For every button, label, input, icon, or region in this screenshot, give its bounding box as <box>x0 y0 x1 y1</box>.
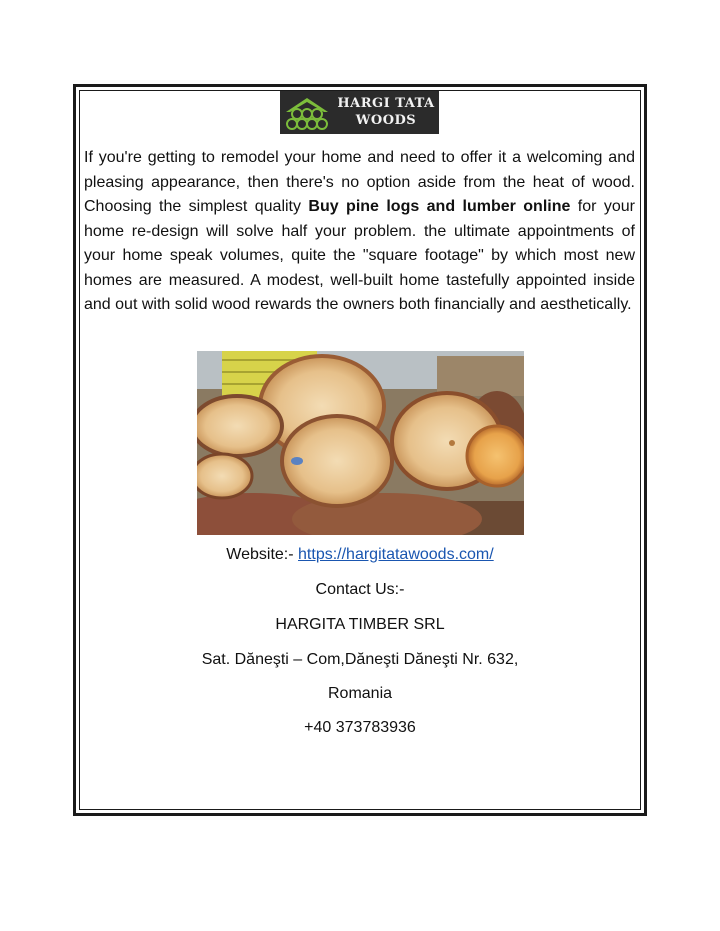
log-stack-icon <box>282 94 332 131</box>
body-bold-phrase: Buy pine logs and lumber online <box>308 198 571 215</box>
website-line <box>80 546 640 564</box>
website-label: Website:- <box>226 546 294 563</box>
company-address: Sat. Dăneşti – Com,Dăneşti Dăneşti Nr. 632, <box>201 651 519 668</box>
company-country: Romania <box>327 685 393 702</box>
company-phone: +40 373783936 <box>304 719 416 736</box>
website-link[interactable]: https://hargitatawoods.com/ <box>298 546 494 563</box>
contact-label: Contact Us:- <box>315 581 405 598</box>
company-logo <box>280 91 439 134</box>
body-paragraph <box>84 146 635 318</box>
body-text-intro: If you're getting to remodel your home and need to offer it a welcoming and pleasing appearance, then there's no option aside from the heat of wood. Choosing the simplest quality <box>84 149 635 215</box>
body-text-rest: for your home re-design will solve half your problem. the ultimate appointments of your home speak volumes, quite the "square footage" by which most new homes are measured. A modest, well-built home tastefully appointed inside and out with solid wood rewards the owners both financially and aesthetically. <box>84 198 636 313</box>
logo-text-line2: WOODS <box>355 113 417 128</box>
logo-text-line1: HARGI TATA <box>337 96 435 111</box>
company-name: HARGITA TIMBER SRL <box>275 616 445 633</box>
logs-photo <box>197 351 524 535</box>
